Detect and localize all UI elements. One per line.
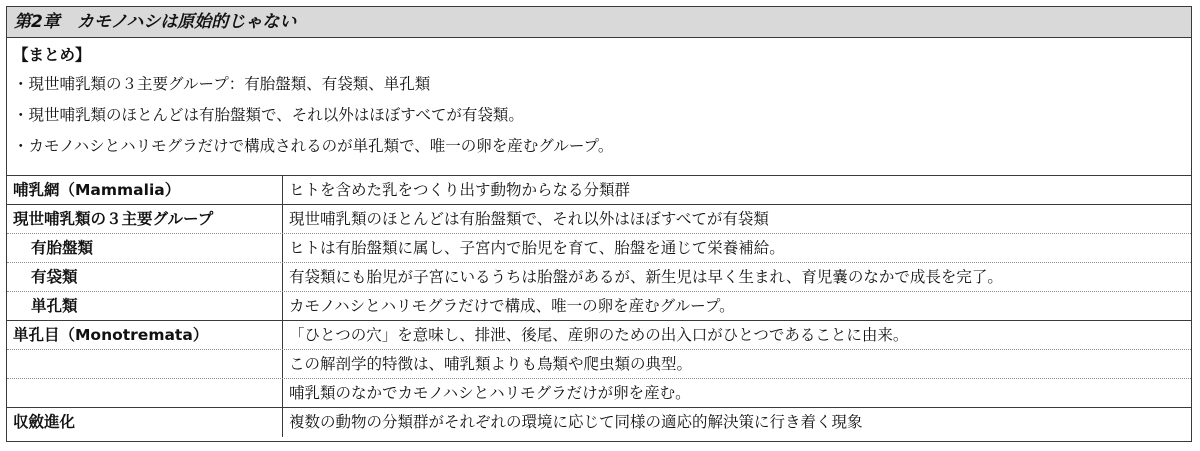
summary-section <box>7 38 1191 176</box>
glossary-term: 哺乳網（Mammalia） <box>7 176 283 204</box>
summary-heading: 【まとめ】 <box>13 46 91 64</box>
glossary-term: 単孔類 <box>7 292 283 320</box>
glossary-definition: カモノハシとハリモグラだけで構成、唯一の卵を産むグループ。 <box>289 297 735 315</box>
glossary-row <box>7 321 1191 350</box>
notes-sheet <box>6 6 1192 442</box>
glossary-row <box>7 379 1191 408</box>
chapter-title: 第2章 カモノハシは原始的じゃない <box>7 7 1191 38</box>
glossary-row <box>7 263 1191 292</box>
glossary-term: 現世哺乳類の３主要グループ <box>7 205 283 233</box>
glossary-definition: ヒトを含めた乳をつくり出す動物からなる分類群 <box>289 181 631 199</box>
glossary-term: 収斂進化 <box>7 408 283 437</box>
summary-point: ・カモノハシとハリモグラだけで構成されるのが単孔類で、唯一の卵を産むグループ。 <box>13 137 614 155</box>
glossary-row <box>7 234 1191 263</box>
glossary-definition: 複数の動物の分類群がそれぞれの環境に応じて同様の適応的解決策に行き着く現象 <box>289 413 863 431</box>
glossary-definition: 哺乳類のなかでカモノハシとハリモグラだけが卵を産む。 <box>289 384 691 402</box>
glossary-term: 有袋類 <box>7 263 283 291</box>
glossary-row <box>7 176 1191 205</box>
glossary-definition: 現世哺乳類のほとんどは有胎盤類で、それ以外はほぼすべてが有袋類 <box>289 210 769 228</box>
glossary-term <box>7 379 283 407</box>
glossary-definition: この解剖学的特徴は、哺乳類よりも鳥類や爬虫類の典型。 <box>289 355 693 373</box>
glossary-row <box>7 292 1191 321</box>
glossary-row <box>7 408 1191 437</box>
glossary-definition: 「ひとつの穴」を意味し、排泄、後尾、産卵のための出入口がひとつであることに由来。 <box>289 326 909 344</box>
glossary-row <box>7 350 1191 379</box>
summary-point: ・現世哺乳類の３主要グループ：有胎盤類、有袋類、単孔類 <box>13 75 431 93</box>
glossary-row <box>7 205 1191 234</box>
summary-point: ・現世哺乳類のほとんどは有胎盤類で、それ以外はほぼすべてが有袋類。 <box>13 106 524 124</box>
glossary-term <box>7 350 283 378</box>
glossary-definition: ヒトは有胎盤類に属し、子宮内で胎児を育て、胎盤を通じて栄養補給。 <box>289 239 785 257</box>
glossary-definition: 有袋類にも胎児が子宮にいるうちは胎盤があるが、新生児は早く生まれ、育児嚢のなかで成長を完了。 <box>289 268 1003 286</box>
glossary-table <box>7 176 1191 437</box>
glossary-term: 有胎盤類 <box>7 234 283 262</box>
glossary-term: 単孔目（Monotremata） <box>7 321 283 349</box>
